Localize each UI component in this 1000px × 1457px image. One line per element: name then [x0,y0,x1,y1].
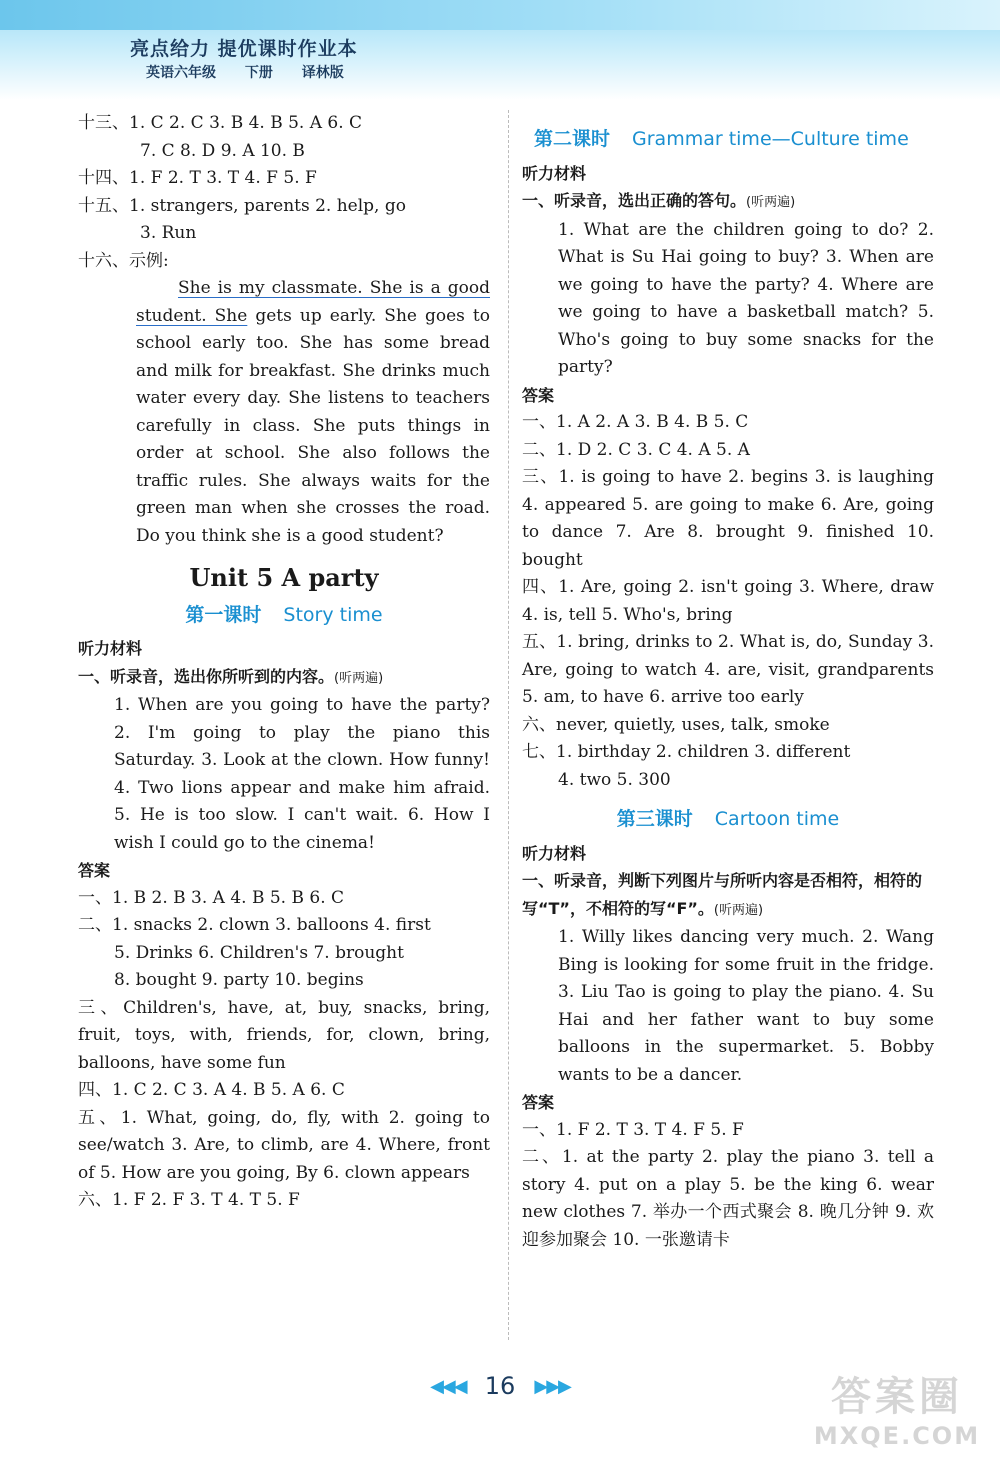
answer-block: 三、1. is going to have 2. begins 3. is laughing 4. appeared 5. are going to make 6. Are, going to dance 7. Are 8. brought 9. finished 10. bought [522,467,934,570]
edition: 译林版 [301,65,344,81]
lesson-heading [78,602,490,630]
left-column [78,110,490,1215]
section-label: 答案 [78,861,111,880]
answer-block: 五、1. bring, drinks to 2. What is, do, Sunday 3. Are, going to watch 4. are, visit, grandparents 5. am, to have 6. arrive too early [522,632,934,707]
answer-line: 一、1. B 2. B 3. A 4. B 5. B 6. C [78,887,345,908]
lesson-en: Story time [283,603,383,626]
question-title [522,187,934,217]
right-column [522,110,934,1254]
series-title: 亮点给力 提优课时作业本 [130,38,358,60]
sample-essay [78,275,490,550]
lesson-cn: 第二课时 [534,128,611,150]
answer-block: 二、1. at the party 2. play the piano 3. tell a story 4. put on a play 5. be the king 6. wear new clothes 7. 举办一个西式聚会 8. 晚几分钟 9. 欢迎参加聚会 10. 一张邀请卡 [522,1147,934,1250]
answer-line: 十五、1. strangers, parents 2. help, go [78,195,406,216]
essay-text: gets up early. She goes to school early too. She has some bread and milk for breakfast. She drinks much water every day. She listens to teachers carefully in class. She puts things in order at school. She also follows the traffic rules. She always waits for the green man when she crosses the road. Do you think she is a good student? [136,305,490,546]
answer-line: 七、1. birthday 2. children 3. different [522,742,851,762]
volume: 下册 [244,65,273,81]
question-note: (听两遍) [746,195,796,210]
listening-text: 1. What are the children going to do? 2. What is Su Hai going to buy? 3. When are we going to have the party? 4. Where are we going to have a basketball match? 5. Who's going to buy some snacks for the party? [558,219,934,377]
question-title-text: 一、听录音，选出你所听到的内容。 [78,666,335,686]
answer-line: 一、1. A 2. A 3. B 4. B 5. C [522,412,749,432]
question-title [522,867,934,924]
answer-block: 三、Children's, have, at, buy, snacks, bring, fruit, toys, with, friends, for, clown, bring, balloons, have some fun [78,997,490,1073]
unit-title: Unit 5 A party [189,563,379,592]
question-title-text: 一、听录音，选出正确的答句。 [522,191,747,210]
answer-line: 3. Run [140,223,197,243]
essay-underlined: She is my classmate. She is a good [178,278,490,298]
answer-line: 5. Drinks 6. Children's 7. brought [114,942,404,963]
answer-line: 二、1. D 2. C 3. C 4. A 5. A [522,439,750,460]
lesson-en: Cartoon time [714,808,840,830]
subject: 英语六年级 [146,65,216,81]
page-number: 16 [484,1372,516,1400]
section-label: 听力材料 [78,639,143,658]
answer-line: 4. two 5. 300 [558,769,671,790]
lesson-cn: 第三课时 [616,808,693,830]
essay-underlined: student. She [136,305,248,326]
answer-block: 四、1. Are, going 2. isn't going 3. Where, draw 4. is, tell 5. Who's, bring [522,577,934,625]
listening-text: 1. Willy likes dancing very much. 2. Wang Bing is looking for some fruit in the fridge. 3. Liu Tao is going to play the piano. 4. Su Hai and her father want to buy some balloons in the supermarket. 5. Bobby wants to be a dancer. [558,927,934,1085]
question-note: (听两遍) [334,670,384,686]
lesson-en: Grammar time—Culture time [632,128,909,150]
lesson-heading [522,806,934,834]
answer-line: 十六、示例: [78,250,169,271]
watermark-text: 答案圈 [831,1374,963,1420]
answer-line: 六、never, quietly, uses, talk, smoke [522,714,830,735]
section-label: 听力材料 [522,163,587,183]
section-label: 听力材料 [522,843,587,863]
question-title [78,663,490,693]
question-title-text: 一、听录音，判断下列图片与所听内容是否相符，相符的写“T”，不相符的写“F”。 [522,871,923,918]
answer-line: 十三、1. C 2. C 3. B 4. B 5. A 6. C [78,113,363,133]
header-strip [0,0,1000,30]
answer-line: 8. bought 9. party 10. begins [114,970,364,990]
answer-line: 六、1. F 2. F 3. T 4. T 5. F [78,1190,300,1210]
answer-line: 一、1. F 2. T 3. T 4. F 5. F [522,1119,744,1140]
lesson-cn: 第一课时 [185,603,262,626]
answer-line: 7. C 8. D 9. A 10. B [140,140,305,161]
book-info [146,62,358,82]
lesson-heading [522,126,934,154]
answer-line: 四、1. C 2. C 3. A 4. B 5. A 6. C [78,1080,345,1100]
prev-arrows-icon: ◀◀◀ [430,1375,466,1397]
answer-line: 十四、1. F 2. T 3. T 4. F 5. F [78,168,317,188]
watermark-logo [802,1365,992,1451]
section-label: 答案 [522,385,555,405]
listening-text: 1. When are you going to have the party? 2. I'm going to play the piano this Saturday. 3. Look at the clown. How funny! 4. Two lions appear and make him afraid. 5. He is too slow. I can't wait. 6. How I wish I could go to the cinema! [114,695,490,853]
next-arrows-icon: ▶▶▶ [534,1375,570,1397]
answer-block: 五、1. What, going, do, fly, with 2. going to see/watch 3. Are, to climb, are 4. Where, front of 5. How are you going, By 6. clown appears [78,1107,490,1183]
section-label: 答案 [522,1093,555,1112]
watermark-url: MXQE.COM [813,1422,981,1450]
column-divider [508,110,509,1340]
answer-line: 二、1. snacks 2. clown 3. balloons 4. first [78,915,431,935]
question-note: (听两遍) [713,902,764,918]
